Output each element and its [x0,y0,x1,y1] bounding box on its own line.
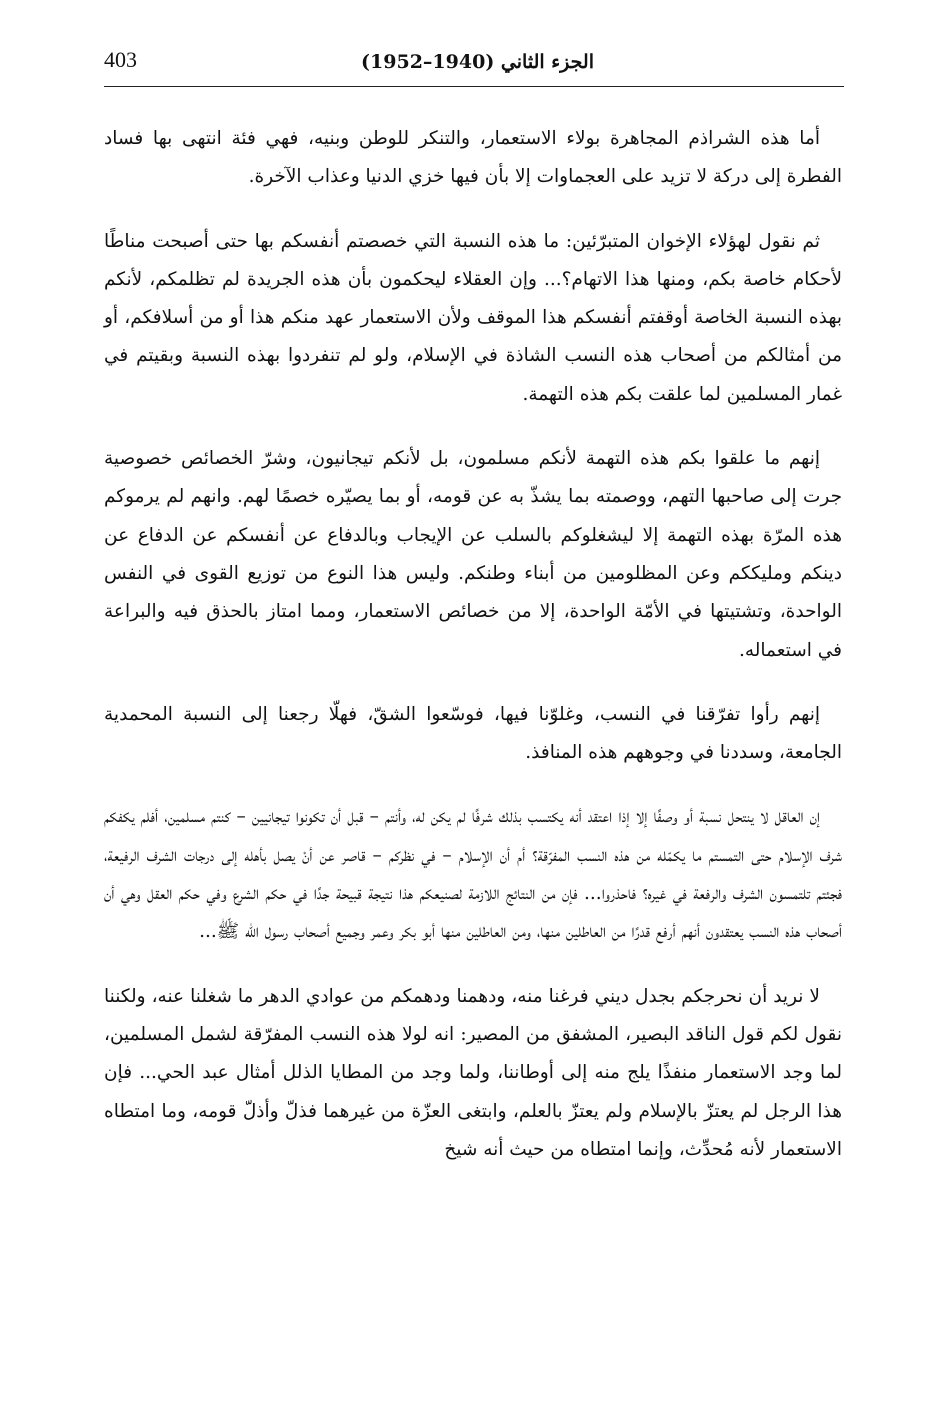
running-head: الجزء الثاني (1940–1952) [361,51,594,73]
paragraph: إنهم ما علقوا بكم هذه التهمة لأنكم مسلمون، بل لأنكم تيجانيون، وشرّ الخصائص خصوصية جرت إلى صاحبها التهم، ووصمته بما يشذّ به عن قومه، أو بما يصيّره خصمًا لهم. وانهم لم يرموكم هذه المرّة بهذه التهمة إلا ليشغلوكم بالسلب عن الإيجاب وبالدفاع عن أنفسكم عن الدفاع عن دينكم ومليككم وعن المظلومين من أبناء وطنكم. وليس هذا النوع من توزيع القوى في النفس الواحدة، وتشتيتها في الأمّة الواحدة، إلا من خصائص الاستعمار، ومما امتاز بالحذق فيه والبراعة في استعماله. [104,448,842,661]
body-text [104,120,842,1169]
paragraph: أما هذه الشراذم المجاهرة بولاء الاستعمار، والتنكر للوطن وبنيه، فهي فئة انتهى بها فساد الفطرة إلى دركة لا تزيد على العجماوات إلا بأن فيها خزي الدنيا وعذاب الآخرة. [104,128,842,188]
paragraph: لا نريد أن نحرجكم بجدل ديني فرغنا منه، ودهمنا ودهمكم من عوادي الدهر ما شغلنا عنه، ولكننا نقول لكم قول الناقد البصير، المشفق من المصير: انه لولا هذه النسب المفرّقة لشمل المسلمين، لما وجد الاستعمار منفذًا يلج منه إلى أوطاننا، ولما وجد من المطايا الذلل أمثال عبد الحي... فإن هذا الرجل لم يعتزّ بالإسلام ولم يعتزّ بالعلم، وابتغى العزّة من غيرهما فذلّ وأذلّ قومه، وما امتطاه الاستعمار لأنه مُحدِّث، وإنما امتطاه من حيث أنه شيخ [104,985,842,1160]
paragraph: إنهم رأوا تفرّقنا في النسب، وغلوّنا فيها، فوسّعوا الشقّ، فهلّا رجعنا إلى النسبة المحمدية الجامعة، وسددنا في وجوههم هذه المنافذ. [104,703,842,764]
page-number: 403 [104,47,137,72]
paragraph: إن العاقل لا ينتحل نسبة أو وصفًا إلا إذا اعتقد أنه يكتسب بذلك شرفًا لم يكن له، وأنتم – قبل أن تكونوا تيجانيين – كنتم مسلمين، أفلم يكفكم شرف الإسلام حتى التمستم ما يكمّله من هذه النسب المفرّقة؟ أم أن الإسلام – في نظركم – قاصر عن أنْ يصل بأهله إلى درجات الشرف الرفيعة، فجئتم تلتمسون الشرف والرفعة في غيره؟ فاحذروا... فإن من النتائج اللازمة لصنيعكم هذا نتيجة قبيحة جدًا في حكم الشرع وفي حكم العقل وهي أن أصحاب هذه النسب يعتقدون أنهم أرفع قدرًا من العاطلين منها، ومن العاطلين منها أبو بكر وعمر وجميع أصحاب رسول الله ﷺ... [104,806,842,943]
paragraph: ثم نقول لهؤلاء الإخوان المتبرّئين: ما هذه النسبة التي خصصتم أنفسكم بها حتى أصبحت مناطًا لأحكام خاصة بكم، ومنها هذا الاتهام؟... وإن العقلاء ليحكمون بأن هذه الجريدة لم تظلمكم، لأنكم بهذه النسبة الخاصة أوقفتم أنفسكم هذا الموقف ولأن الاستعمار عهد منكم هذا أو من أسلافكم، أو من أمثالكم من أصحاب هذه النسب الشاذة في الإسلام، ولو لم تنفردوا بهذه النسبة وبقيتم في غمار المسلمين لما علقت بكم هذه التهمة. [104,230,842,405]
header-rule [104,86,844,87]
page-header [104,42,844,84]
